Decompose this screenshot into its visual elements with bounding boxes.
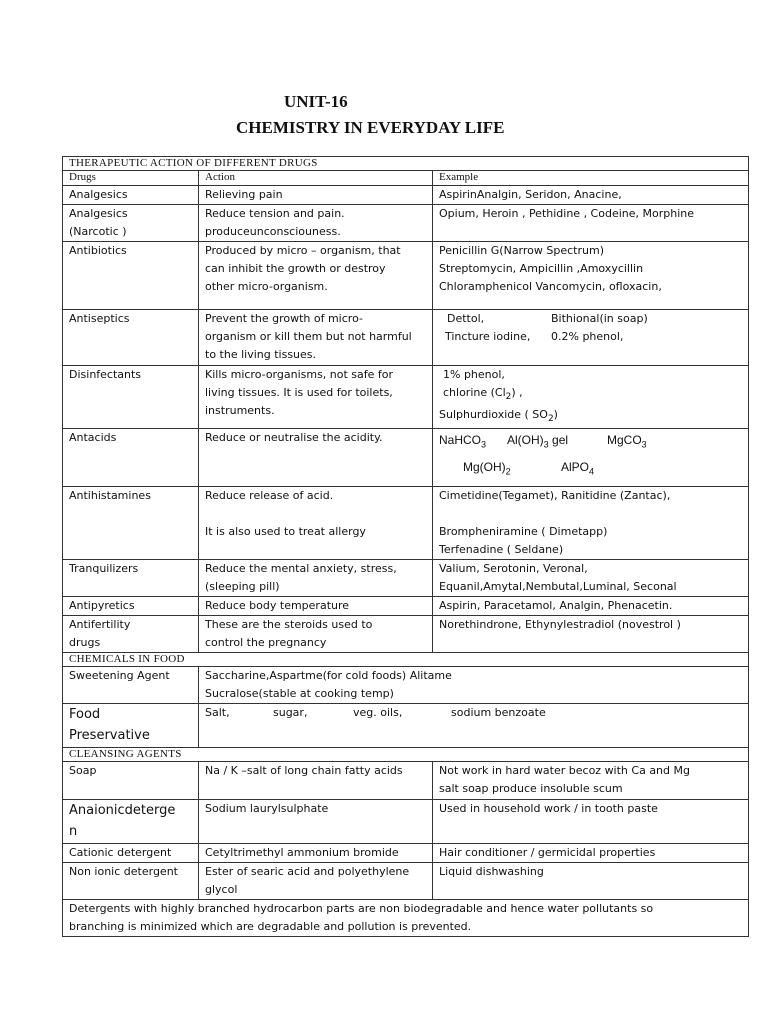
drug-name: Disinfectants	[63, 366, 199, 429]
table-row	[63, 762, 749, 800]
drug-name: Analgesics (Narcotic )	[63, 205, 199, 242]
table-row	[63, 704, 749, 748]
drug-name: Antipyretics	[63, 597, 199, 616]
cleansing-section-title: CLEANSING AGENTS	[63, 748, 749, 762]
table-row	[63, 667, 749, 704]
chapter-title: CHEMISTRY IN EVERYDAY LIFE	[236, 118, 505, 137]
drug-example: 1% phenol, chlorine $(Cl_2)$ , Sulphurdioxide ( $SO_2$)	[433, 366, 749, 429]
table-row	[63, 487, 749, 560]
table-row	[63, 844, 749, 863]
cleansing-name: Anaionicdeterge n	[63, 800, 199, 844]
unit-label: UNIT-16	[284, 92, 348, 111]
drug-action: Reduce body temperature	[199, 597, 433, 616]
drug-name: Antacids	[63, 429, 199, 487]
cleansing-use: Used in household work / in tooth paste	[433, 800, 749, 844]
table-header-row	[63, 171, 749, 186]
table-row	[63, 366, 749, 429]
cleansing-use: Not work in hard water becoz with Ca and Mg salt soap produce insoluble scum	[433, 762, 749, 800]
drug-example: Valium, Serotonin, Veronal, Equanil,Amytal,Nembutal,Luminal, Seconal	[433, 560, 749, 597]
table-row	[63, 186, 749, 205]
drug-example: Aspirin, Paracetamol, Analgin, Phenacetin.	[433, 597, 749, 616]
drug-example: AspirinAnalgin, Seridon, Anacine,	[433, 186, 749, 205]
drugs-section-header	[63, 157, 749, 171]
table-row	[63, 310, 749, 366]
detergent-note: Detergents with highly branched hydrocarbon parts are non biodegradable and hence water pollutants so branching is minimized which are degradable and pollution is prevented.	[63, 900, 749, 937]
drug-action: Reduce the mental anxiety, stress, (sleeping pill)	[199, 560, 433, 597]
drug-action: Produced by micro – organism, that can inhibit the growth or destroy other micro-organism.	[199, 242, 433, 310]
table-row	[63, 242, 749, 310]
drug-action: Prevent the growth of micro- organism or kill them but not harmful to the living tissues.	[199, 310, 433, 366]
cleansing-composition: Sodium laurylsulphate	[199, 800, 433, 844]
food-label: Sweetening Agent	[63, 667, 199, 704]
column-header-drugs: Drugs	[63, 171, 199, 186]
drug-name: Antifertility drugs	[63, 616, 199, 653]
drug-action: Relieving pain	[199, 186, 433, 205]
drugs-section-title: THERAPEUTIC ACTION OF DIFFERENT DRUGS	[63, 157, 749, 171]
column-header-example: Example	[433, 171, 749, 186]
cleansing-name: Non ionic detergent	[63, 863, 199, 900]
food-example: Saccharine,Aspartme(for cold foods) Alitame Sucralose(stable at cooking temp)	[199, 667, 749, 704]
cleansing-name: Soap	[63, 762, 199, 800]
food-section-title: CHEMICALS IN FOOD	[63, 653, 749, 667]
drug-action: Kills micro-organisms, not safe for living tissues. It is used for toilets, instruments.	[199, 366, 433, 429]
table-row	[63, 205, 749, 242]
drug-example: Norethindrone, Ethynylestradiol (novestrol )	[433, 616, 749, 653]
drug-example: Dettol, Bithional(in soap) Tincture iodine, 0.2% phenol,	[433, 310, 749, 366]
cleansing-composition: Cetyltrimethyl ammonium bromide	[199, 844, 433, 863]
drug-name: Antibiotics	[63, 242, 199, 310]
cleansing-use: Liquid dishwashing	[433, 863, 749, 900]
drug-example: Opium, Heroin , Pethidine , Codeine, Morphine	[433, 205, 749, 242]
table-row	[63, 616, 749, 653]
drug-action: Reduce release of acid. It is also used to treat allergy	[199, 487, 433, 560]
table-row	[63, 900, 749, 937]
chemistry-table	[62, 156, 749, 937]
drug-name: Tranquilizers	[63, 560, 199, 597]
food-section-header	[63, 653, 749, 667]
table-row	[63, 429, 749, 487]
drug-action: These are the steroids used to control the pregnancy	[199, 616, 433, 653]
cleansing-section-header	[63, 748, 749, 762]
drug-example: NaHCO$_3$ $Al(OH)_3$ gel MgCO$_3$ $Mg(OH)_2$ AlPO$_4$	[433, 429, 749, 487]
drug-name: Analgesics	[63, 186, 199, 205]
drug-example: Penicillin G(Narrow Spectrum) Streptomycin, Ampicillin ,Amoxycillin Chloramphenicol Vancomycin, ofloxacin,	[433, 242, 749, 310]
drug-name: Antihistamines	[63, 487, 199, 560]
food-label: Food Preservative	[63, 704, 199, 748]
food-example: Salt, sugar, veg. oils, sodium benzoate	[199, 704, 749, 748]
cleansing-composition: Na / K –salt of long chain fatty acids	[199, 762, 433, 800]
drug-action: Reduce tension and pain. produceunconsciouness.	[199, 205, 433, 242]
table-row	[63, 560, 749, 597]
table-row	[63, 800, 749, 844]
drug-action: Reduce or neutralise the acidity.	[199, 429, 433, 487]
cleansing-name: Cationic detergent	[63, 844, 199, 863]
column-header-action: Action	[199, 171, 433, 186]
table-row	[63, 863, 749, 900]
cleansing-use: Hair conditioner / germicidal properties	[433, 844, 749, 863]
table-row	[63, 597, 749, 616]
drug-name: Antiseptics	[63, 310, 199, 366]
cleansing-composition: Ester of searic acid and polyethylene glycol	[199, 863, 433, 900]
drug-example: Cimetidine(Tegamet), Ranitidine (Zantac), Brompheniramine ( Dimetapp) Terfenadine ( Seldane)	[433, 487, 749, 560]
